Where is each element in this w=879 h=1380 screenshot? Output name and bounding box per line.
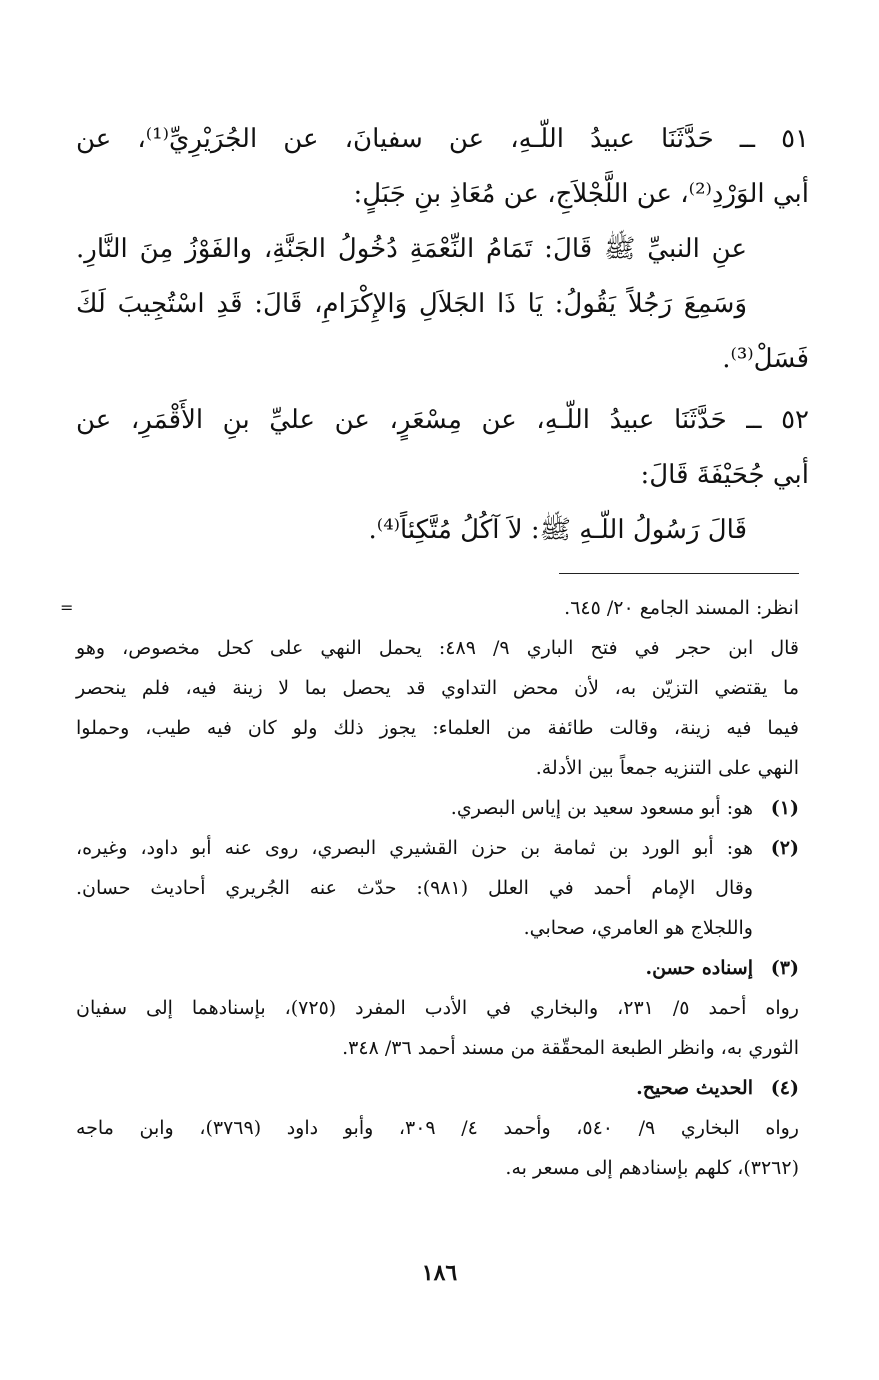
footnote-mark: (٣) [770,957,799,979]
note-line: الثوري به، وانظر الطبعة المحقّقة من مسند أحمد ٣٦/ ٣٤٨. [342,1037,799,1059]
note-line: هو: أبو الورد بن ثمامة بن حزن القشيري البصري، روى عنه أبو داود، وغيره، [76,837,753,859]
hadith-52-line: أبي جُحَيْفَةَ قَالَ: [640,460,809,490]
hadith-51-line: عنِ النبيِّ ﷺ قَالَ: تَمَامُ النِّعْمَةِ دُخُولُ الجَنَّةِ، والفَوْزُ مِنَ النَّارِ. [76,234,747,264]
continuation-mark: = [60,598,74,617]
note-line: واللجلاج هو العامري، صحابي. [523,917,753,939]
footnote-4 [76,1068,799,1108]
footnote-4-detail [76,1108,799,1188]
hadith-51-line: أبي الوَرْدِ⁽²⁾، عن اللَّجْلاَجِ، عن مُعَاذِ بنِ جَبَلٍ: [353,179,809,209]
note-line: رواه أحمد ٥/ ٢٣١، والبخاري في الأدب المفرد (٧٢٥)، بإسنادهما إلى سفيان [76,997,799,1019]
footnotes [76,588,799,1188]
footnote-1 [76,788,799,828]
hadith-text [76,112,809,558]
page-number: ١٨٦ [421,1260,458,1286]
footnote-2 [76,828,799,948]
footnote-mark: (١) [770,797,799,819]
hadith-51-line: وَسَمِعَ رَجُلاً يَقُولُ: يَا ذَا الجَلاَلِ وَالإِكْرَامِ، قَالَ: قَدِ اسْتُجِيبَ لَكَ [76,289,747,319]
footnote-mark: (٤) [770,1077,799,1099]
hadith-51 [76,112,809,387]
note-line: ما يقتضي التزيّن به، لأن محض التداوي قد يحصل بما لا زينة فيه، فلم ينحصر [76,677,799,699]
note-line: الحديث صحيح. [636,1077,753,1099]
note-line: هو: أبو مسعود سعيد بن إياس البصري. [450,797,753,819]
hadith-52-line: ٥٢ ــ حَدَّثَنَا عبيدُ اللّـهِ، عن مِسْعَرٍ، عن عليِّ بنِ الأَقْمَرِ، عن [76,405,809,435]
hadith-51-line: ٥١ ــ حَدَّثَنَا عبيدُ اللّـهِ، عن سفيانَ، عن الجُرَيْرِيِّ⁽¹⁾، عن [76,124,809,154]
hadith-52-line: قَالَ رَسُولُ اللّـهِ ﷺ: لاَ آكُلُ مُتَّكِئاً⁽⁴⁾. [368,515,747,545]
footnote-separator [559,573,799,574]
note-line: إسناده حسن. [645,957,753,979]
hadith-52 [76,393,809,558]
note-line: قال ابن حجر في فتح الباري ٩/ ٤٨٩: يحمل النهي على كحل مخصوص، وهو [76,637,799,659]
footnote-3 [76,948,799,988]
note-line: فيما فيه زينة، وقالت طائفة من العلماء: يجوز ذلك ولو كان فيه طيب، وحملوا [76,717,799,739]
hadith-51-line: فَسَلْ⁽³⁾. [722,344,809,374]
footnote-continued [76,588,799,788]
note-line: انظر: المسند الجامع ٢٠/ ٦٤٥. [564,597,799,619]
note-line: (٣٢٦٢)، كلهم بإسنادهم إلى مسعر به. [505,1157,799,1179]
footnote-3-detail [76,988,799,1068]
footnote-mark: (٢) [770,837,799,859]
note-line: وقال الإمام أحمد في العلل (٩٨١): حدّث عنه الجُريري أحاديث حسان. [76,877,753,899]
note-line: رواه البخاري ٩/ ٥٤٠، وأحمد ٤/ ٣٠٩، وأبو داود (٣٧٦٩)، وابن ماجه [76,1117,799,1139]
note-line: النهي على التنزيه جمعاً بين الأدلة. [535,757,799,779]
